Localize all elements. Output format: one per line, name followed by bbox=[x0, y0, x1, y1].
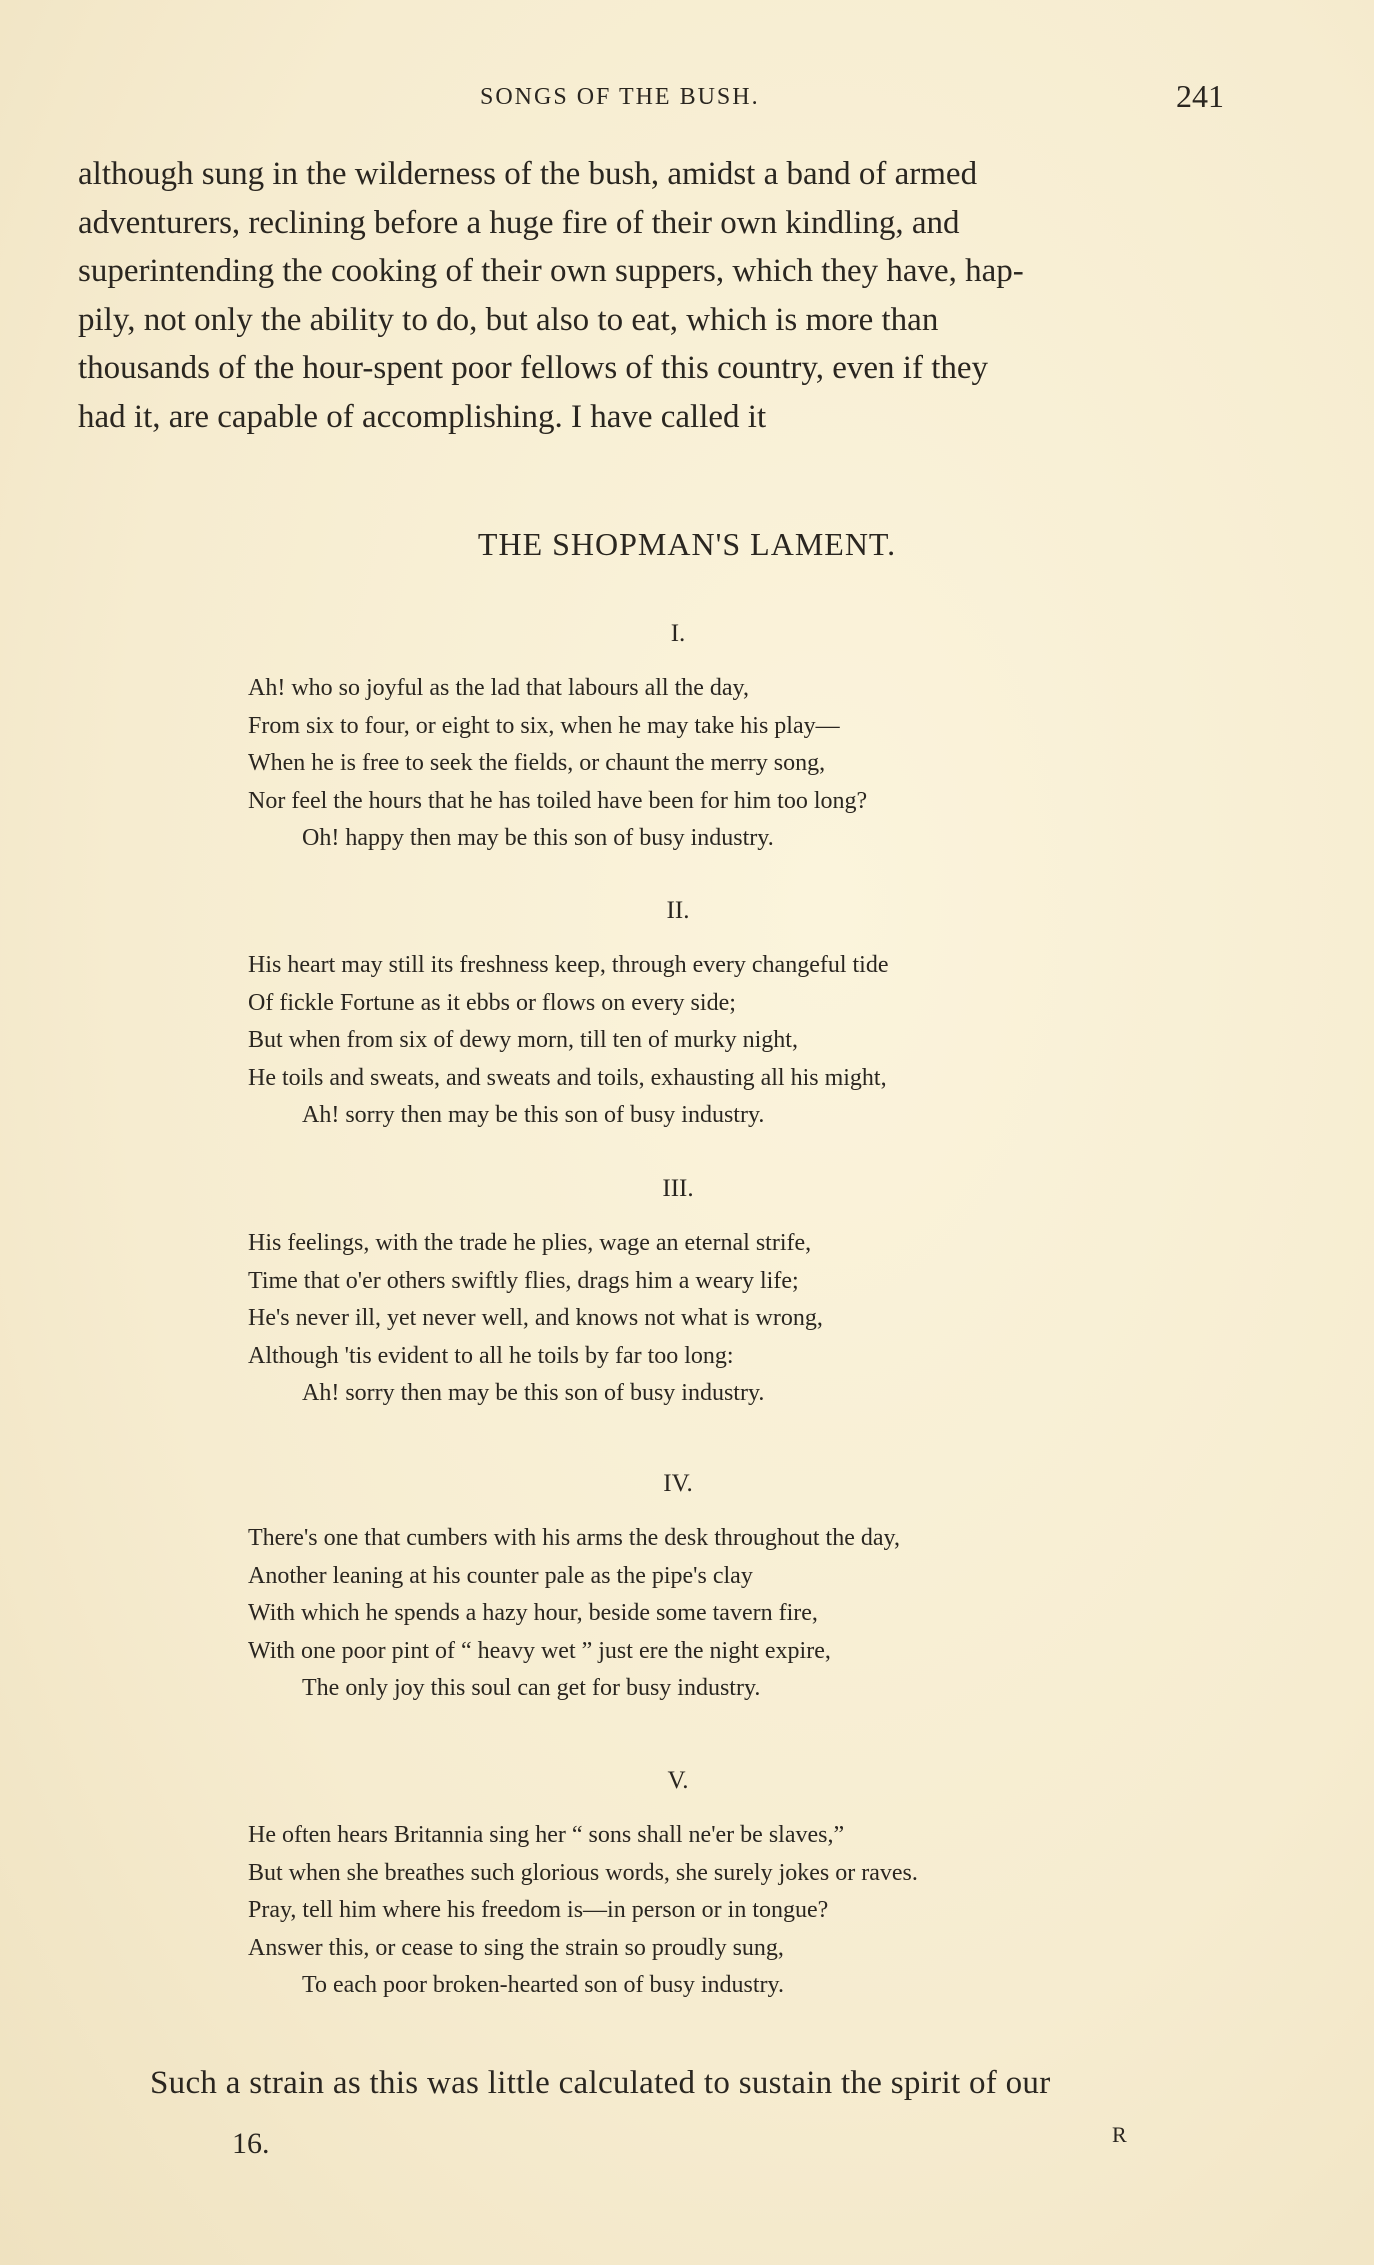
poem-line: His heart may still its freshness keep, through every changeful tide bbox=[248, 952, 889, 978]
poem-line: Answer this, or cease to sing the strain so proudly sung, bbox=[248, 1934, 784, 1961]
poem-line: Nor feel the hours that he has toiled have been for him too long? bbox=[248, 787, 868, 814]
poem-line: When he is free to seek the fields, or chaunt the merry song, bbox=[248, 750, 826, 777]
stanza-numeral: III. bbox=[662, 1175, 694, 1202]
stanza-numeral: V. bbox=[667, 1767, 689, 1794]
intro-line: adventurers, reclining before a huge fire of their own kindling, and bbox=[78, 204, 960, 241]
poem-line: He's never ill, yet never well, and knows not what is wrong, bbox=[248, 1305, 823, 1332]
poem-refrain: To each poor broken-hearted son of busy industry. bbox=[302, 1972, 784, 1999]
stanza bbox=[248, 620, 1248, 858]
intro-line: superintending the cooking of their own suppers, which they have, hap- bbox=[78, 253, 1024, 289]
running-title: SONGS OF THE BUSH. bbox=[480, 84, 760, 110]
poem-line: He toils and sweats, and sweats and toils, exhausting all his might, bbox=[248, 1064, 887, 1091]
signature-number: 16. bbox=[232, 2127, 270, 2160]
poem-refrain: The only joy this soul can get for busy industry. bbox=[302, 1675, 761, 1702]
poem-line: But when from six of dewy morn, till ten of murky night, bbox=[248, 1027, 798, 1054]
poem-line: Of fickle Fortune as it ebbs or flows on every side; bbox=[248, 989, 736, 1016]
poem-line: His feelings, with the trade he plies, wage an eternal strife, bbox=[248, 1230, 812, 1256]
poem-line: He often hears Britannia sing her “ sons shall ne'er be slaves,” bbox=[248, 1822, 845, 1848]
poem-line: With one poor pint of “ heavy wet ” just ere the night expire, bbox=[248, 1637, 831, 1664]
stanza-numeral: I. bbox=[670, 620, 686, 647]
poem-line: Pray, tell him where his freedom is—in person or in tongue? bbox=[248, 1897, 829, 1924]
stanza bbox=[248, 897, 1248, 1135]
poem-title: THE SHOPMAN'S LAMENT. bbox=[477, 526, 897, 562]
stanza-numeral: IV. bbox=[663, 1470, 693, 1497]
intro-paragraph bbox=[78, 150, 1238, 441]
intro-line: had it, are capable of accomplishing. I have called it bbox=[78, 398, 767, 435]
poem-line: From six to four, or eight to six, when he may take his play— bbox=[248, 712, 840, 739]
stanza-numeral: II. bbox=[666, 897, 690, 924]
intro-line: although sung in the wilderness of the bush, amidst a band of armed bbox=[78, 156, 978, 192]
poem-line: With which he spends a hazy hour, beside some tavern fire, bbox=[248, 1600, 818, 1627]
page-number: 241 bbox=[1176, 78, 1224, 114]
stanza bbox=[248, 1470, 1248, 1708]
poem-refrain: Ah! sorry then may be this son of busy industry. bbox=[302, 1380, 765, 1407]
closing-line: Such a strain as this was little calculated to sustain the spirit of our bbox=[150, 2065, 1051, 2101]
intro-line: pily, not only the ability to do, but also to eat, which is more than bbox=[78, 301, 939, 338]
poem-line: Ah! who so joyful as the lad that labours all the day, bbox=[248, 675, 749, 701]
poem-line: Although 'tis evident to all he toils by far too long: bbox=[248, 1342, 734, 1369]
poem-refrain: Ah! sorry then may be this son of busy industry. bbox=[302, 1102, 765, 1129]
signature-letter: R bbox=[1112, 2122, 1127, 2147]
intro-line: thousands of the hour-spent poor fellows of this country, even if they bbox=[78, 350, 989, 386]
poem-line: But when she breathes such glorious words, she surely jokes or raves. bbox=[248, 1859, 918, 1886]
poem-line: Another leaning at his counter pale as the pipe's clay bbox=[248, 1562, 753, 1589]
poem-line: Time that o'er others swiftly flies, drags him a weary life; bbox=[248, 1267, 799, 1294]
stanza bbox=[248, 1767, 1248, 2005]
stanza bbox=[248, 1175, 1248, 1413]
poem-refrain: Oh! happy then may be this son of busy industry. bbox=[302, 825, 774, 852]
poem-line: There's one that cumbers with his arms the desk throughout the day, bbox=[248, 1525, 900, 1551]
